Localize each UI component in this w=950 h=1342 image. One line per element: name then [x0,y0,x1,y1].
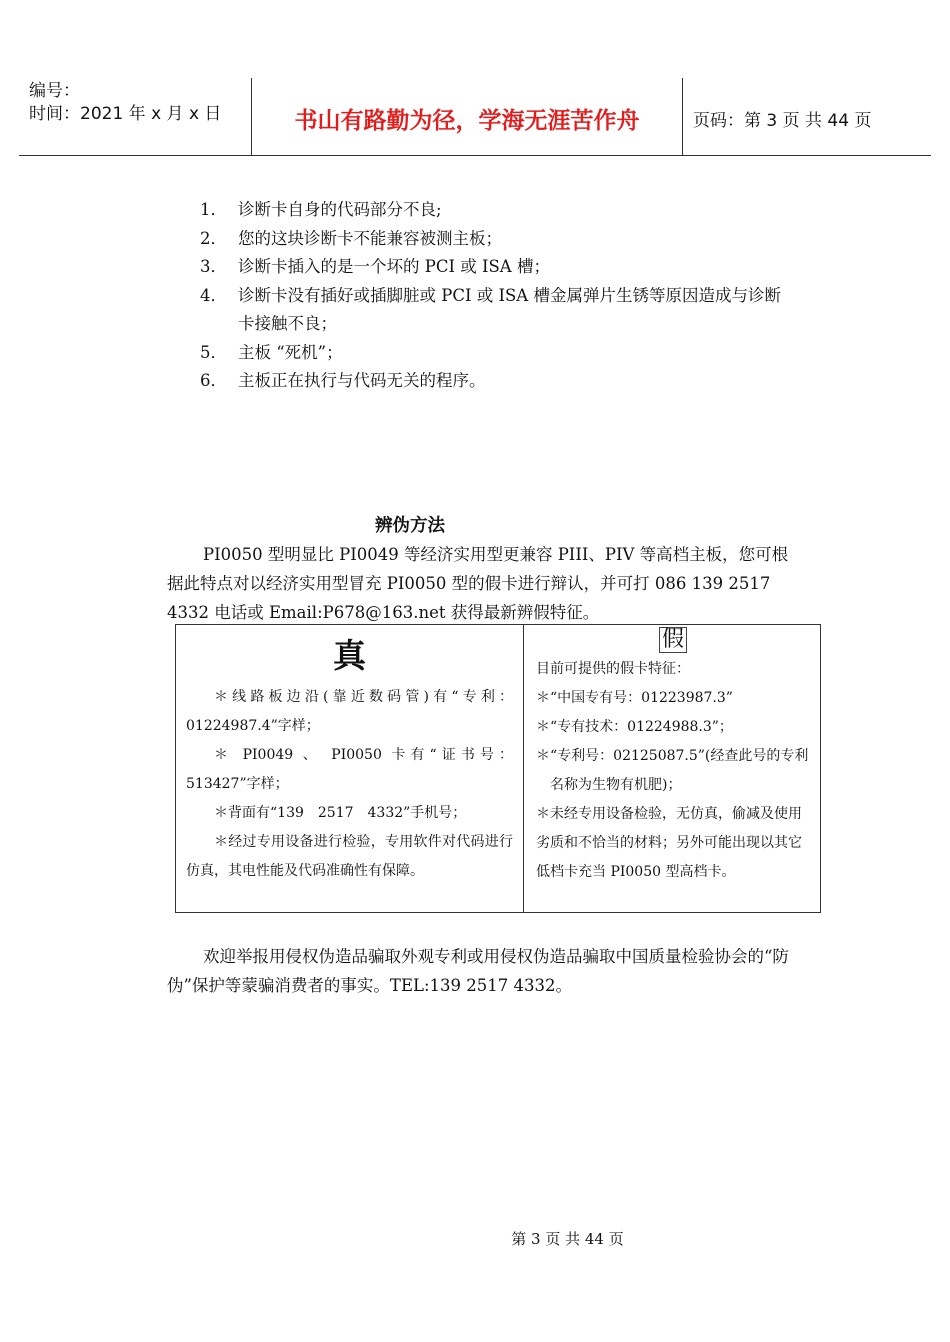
fake-intro: 目前可提供的假卡特征： [536,661,690,677]
list-text: 诊断卡没有插好或插脚脏或 PCI 或 ISA 槽金属弹片生锈等原因造成与诊断卡接触不良； [238,285,781,333]
fake-heading-text: 假 [659,627,687,653]
time-label: 时间：2021 年 x 月 x 日 [29,104,222,124]
list-number: 3． [200,257,227,276]
genuine-feature: ＊背面有“139 2517 4332”手机号； [214,805,467,821]
list-text: 主板正在执行与代码无关的程序。 [238,371,486,390]
fake-feature: ＊“专有技术：01224988.3”； [536,719,733,735]
list-text: 诊断卡自身的代码部分不良; [238,200,442,219]
closing-paragraph: 欢迎举报用侵权伪造品骗取外观专利或用侵权伪造品骗取中国质量检验协会的“防伪”保护等蒙骗消费者的事实。TEL:139 2517 4332。 [167,947,789,995]
genuine-feature: ＊线路板边沿(靠近数码管)有“专利：01224987.4”字样； [186,689,513,734]
list-number: 5． [200,342,227,362]
section-title: 辨伪方法 [375,516,445,536]
list-item [200,196,800,225]
genuine-feature: ＊ PI0049 、 PI0050 卡有“证书号：513427”字样； [186,747,513,792]
page-footer: 第 3 页 共 44 页 [511,1230,624,1248]
comparison-table [175,624,821,913]
fake-heading [536,625,810,655]
genuine-heading: 真 [333,636,366,675]
cause-list [200,196,800,396]
list-number: 2． [200,228,227,248]
fake-feature: ＊“专利号：02125087.5”(经查此号的专利名称为生物有机肥)； [536,748,809,793]
list-item [200,282,800,339]
list-number: 4． [200,285,227,305]
list-item [200,339,800,368]
fake-column [524,625,820,912]
header-info [29,80,221,126]
fake-feature: ＊“中国专有号：01223987.3” [536,690,733,706]
genuine-feature: ＊经过专用设备进行检验，专用软件对代码进行仿真，其电性能及代码准确性有保障。 [186,834,513,879]
list-item [200,253,800,282]
intro-paragraph: PI0050 型明显比 PI0049 等经济实用型更兼容 PIII、PIV 等高档主板，您可根据此特点对以经济实用型冒充 PI0050 型的假卡进行辩认，并可打 086 139 2517 4332 电话或 Email:P678@163.net 获得最新辨假特征。 [167,545,789,622]
fake-note: ＊未经专用设备检验，无仿真，偷减及使用劣质和不恰当的材料；另外可能出现以其它低档卡充当 PI0050 型高档卡。 [536,806,802,880]
list-text: 诊断卡插入的是一个坏的 PCI 或 ISA 槽； [238,257,550,276]
list-item [200,225,800,254]
page-header [19,78,931,156]
list-number: 6． [200,371,227,390]
header-motto: 书山有路勤为径，学海无涯苦作舟 [294,108,640,134]
list-text: 主板 “死机”； [238,342,343,362]
list-number: 1． [200,200,227,219]
list-item [200,367,800,396]
list-text: 您的这块诊断卡不能兼容被测主板； [238,228,502,248]
genuine-column [176,625,524,912]
header-page-label: 页码：第 3 页 共 44 页 [693,111,872,131]
number-label: 编号： [29,81,80,101]
header-divider [682,78,683,156]
